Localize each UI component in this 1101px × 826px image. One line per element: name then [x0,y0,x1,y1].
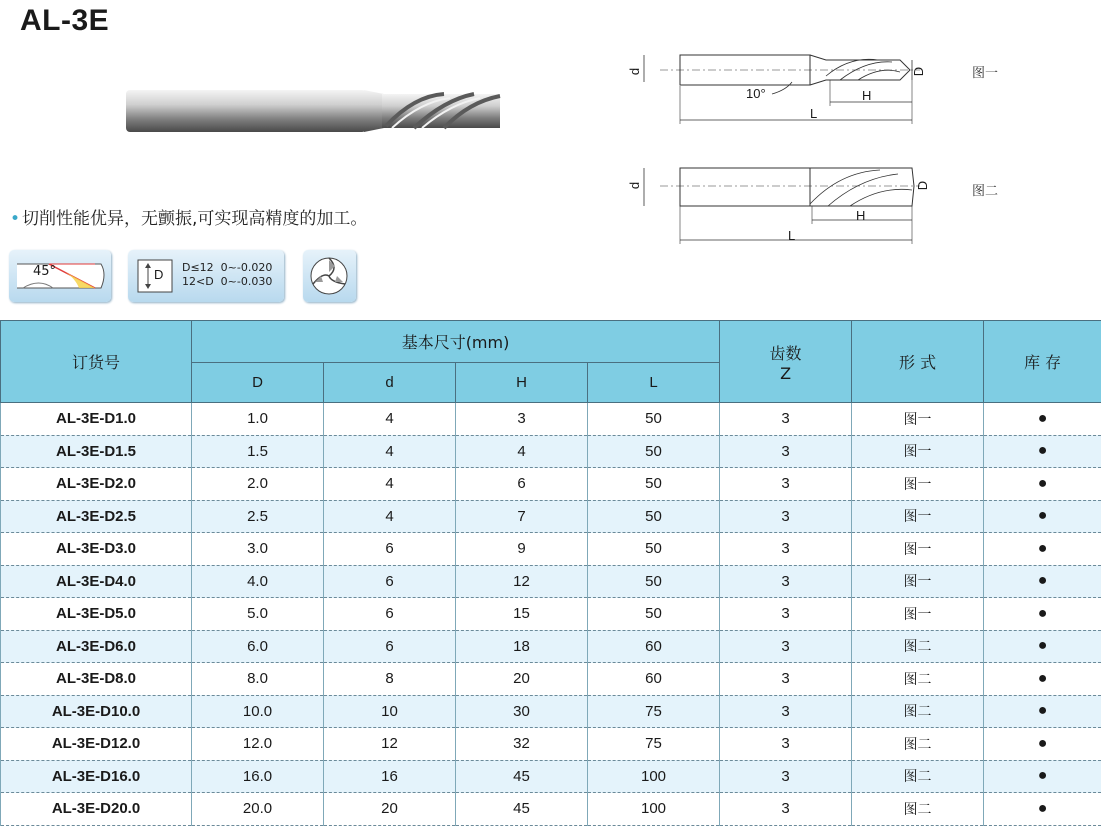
cell-stock: ● [984,435,1101,468]
cell-shape: 图二 [852,630,984,663]
cell-L: 50 [588,468,720,501]
cell-Z: 3 [720,468,852,501]
table-row [1,598,1101,631]
cell-L: 50 [588,500,720,533]
cell-Z: 3 [720,630,852,663]
cell-H: 4 [456,435,588,468]
flute-cross-section-icon [303,250,356,302]
cell-H: 12 [456,565,588,598]
header-L: L [588,363,720,403]
cell-stock: ● [984,403,1101,436]
cell-code: AL-3E-D2.0 [1,468,192,501]
cell-Z: 3 [720,500,852,533]
cell-shape: 图一 [852,565,984,598]
cell-code: AL-3E-D20.0 [1,793,192,826]
cell-Z: 3 [720,565,852,598]
figure-2-label: 图二 [972,180,998,199]
cell-d: 12 [324,728,456,761]
cell-L: 50 [588,565,720,598]
header-H: H [456,363,588,403]
cell-d: 8 [324,663,456,696]
cell-shape: 图一 [852,468,984,501]
table-row [1,533,1101,566]
cell-stock: ● [984,598,1101,631]
cell-Z: 3 [720,598,852,631]
cell-d: 20 [324,793,456,826]
cell-L: 50 [588,598,720,631]
cell-H: 18 [456,630,588,663]
cell-L: 75 [588,695,720,728]
cell-shape: 图二 [852,793,984,826]
cell-H: 20 [456,663,588,696]
cell-code: AL-3E-D8.0 [1,663,192,696]
cell-Z: 3 [720,695,852,728]
header-d: d [324,363,456,403]
dim-d-label-1: d [627,68,642,75]
cell-shape: 图二 [852,728,984,761]
cell-D: 16.0 [192,760,324,793]
header-teeth-label: 齿数 [770,344,802,363]
feature-text: 切削性能优异，无颤振,可实现高精度的加工。 [22,209,367,229]
cell-shape: 图一 [852,403,984,436]
cell-stock: ● [984,695,1101,728]
drawing-figure-2 [630,164,930,248]
cell-D: 2.5 [192,500,324,533]
cell-D: 20.0 [192,793,324,826]
cell-H: 45 [456,760,588,793]
cell-Z: 3 [720,663,852,696]
diameter-symbol: D [154,267,163,282]
table-row [1,793,1101,826]
cell-H: 3 [456,403,588,436]
dim-d-label-2: d [627,182,642,189]
cell-Z: 3 [720,403,852,436]
header-basic-size: 基本尺寸(mm) [192,321,720,363]
cell-d: 6 [324,630,456,663]
cell-L: 60 [588,630,720,663]
tolerance-text: D≤12 0~-0.020 12<D 0~-0.030 [182,261,272,289]
cell-L: 100 [588,793,720,826]
cell-H: 15 [456,598,588,631]
diameter-icon [128,250,178,302]
cell-H: 30 [456,695,588,728]
table-row [1,468,1101,501]
cell-code: AL-3E-D3.0 [1,533,192,566]
dim-H-label-2: H [856,208,865,223]
page-title: AL-3E [20,4,109,38]
cell-stock: ● [984,663,1101,696]
cell-d: 10 [324,695,456,728]
cell-L: 60 [588,663,720,696]
cell-D: 6.0 [192,630,324,663]
dim-L-label-2: L [788,228,795,243]
cell-code: AL-3E-D6.0 [1,630,192,663]
bullet-icon: • [10,209,20,229]
dim-H-label-1: H [862,88,871,103]
cell-stock: ● [984,533,1101,566]
cell-d: 6 [324,533,456,566]
cell-d: 4 [324,403,456,436]
table-row [1,728,1101,761]
tolerance-badge [128,250,284,302]
cell-D: 1.0 [192,403,324,436]
cell-code: AL-3E-D1.0 [1,403,192,436]
header-order-no: 订货号 [1,321,192,403]
end-mill-photo [124,86,504,136]
cell-L: 100 [588,760,720,793]
cell-D: 1.5 [192,435,324,468]
cell-D: 5.0 [192,598,324,631]
cell-H: 7 [456,500,588,533]
cell-H: 32 [456,728,588,761]
cell-code: AL-3E-D16.0 [1,760,192,793]
table-row [1,403,1101,436]
cell-shape: 图二 [852,760,984,793]
spec-table [0,320,1101,826]
header-teeth [720,321,852,403]
cell-H: 9 [456,533,588,566]
table-row [1,500,1101,533]
header-teeth-z: Z [780,364,791,383]
cell-D: 8.0 [192,663,324,696]
header-shape: 形 式 [852,321,984,403]
drawing-figure-1 [630,50,930,130]
cell-Z: 3 [720,793,852,826]
cell-code: AL-3E-D1.5 [1,435,192,468]
cell-shape: 图一 [852,598,984,631]
cell-Z: 3 [720,533,852,566]
dim-L-label-1: L [810,106,817,121]
cell-shape: 图二 [852,663,984,696]
cell-D: 2.0 [192,468,324,501]
cell-shape: 图一 [852,435,984,468]
cell-Z: 3 [720,760,852,793]
cell-stock: ● [984,468,1101,501]
table-row [1,565,1101,598]
cell-code: AL-3E-D4.0 [1,565,192,598]
helix-angle-icon [9,250,111,302]
cell-L: 50 [588,435,720,468]
cell-code: AL-3E-D2.5 [1,500,192,533]
table-row [1,630,1101,663]
header-D: D [192,363,324,403]
cell-L: 50 [588,533,720,566]
flute-badge [303,250,356,302]
cell-stock: ● [984,793,1101,826]
figure-1-label: 图一 [972,62,998,81]
dim-D-label-1: D [911,67,926,76]
cell-stock: ● [984,565,1101,598]
cell-code: AL-3E-D5.0 [1,598,192,631]
cell-code: AL-3E-D12.0 [1,728,192,761]
cell-d: 6 [324,598,456,631]
table-row [1,695,1101,728]
spec-table-body [1,403,1101,826]
cell-L: 50 [588,403,720,436]
cell-L: 75 [588,728,720,761]
cell-Z: 3 [720,728,852,761]
header-stock: 库 存 [984,321,1101,403]
cell-stock: ● [984,630,1101,663]
table-row [1,760,1101,793]
angle-label-1: 10° [746,86,766,101]
cell-shape: 图一 [852,500,984,533]
cell-d: 4 [324,468,456,501]
cell-D: 12.0 [192,728,324,761]
cell-stock: ● [984,728,1101,761]
dim-D-label-2: D [915,181,930,190]
cell-Z: 3 [720,435,852,468]
cell-D: 3.0 [192,533,324,566]
table-row [1,663,1101,696]
cell-code: AL-3E-D10.0 [1,695,192,728]
cell-stock: ● [984,500,1101,533]
cell-d: 4 [324,435,456,468]
helix-angle-badge [9,250,111,302]
cell-D: 10.0 [192,695,324,728]
cell-H: 6 [456,468,588,501]
table-row [1,435,1101,468]
angle-label: 45° [33,264,56,279]
cell-shape: 图二 [852,695,984,728]
cell-d: 16 [324,760,456,793]
cell-d: 6 [324,565,456,598]
cell-D: 4.0 [192,565,324,598]
cell-H: 45 [456,793,588,826]
cell-d: 4 [324,500,456,533]
cell-stock: ● [984,760,1101,793]
cell-shape: 图一 [852,533,984,566]
